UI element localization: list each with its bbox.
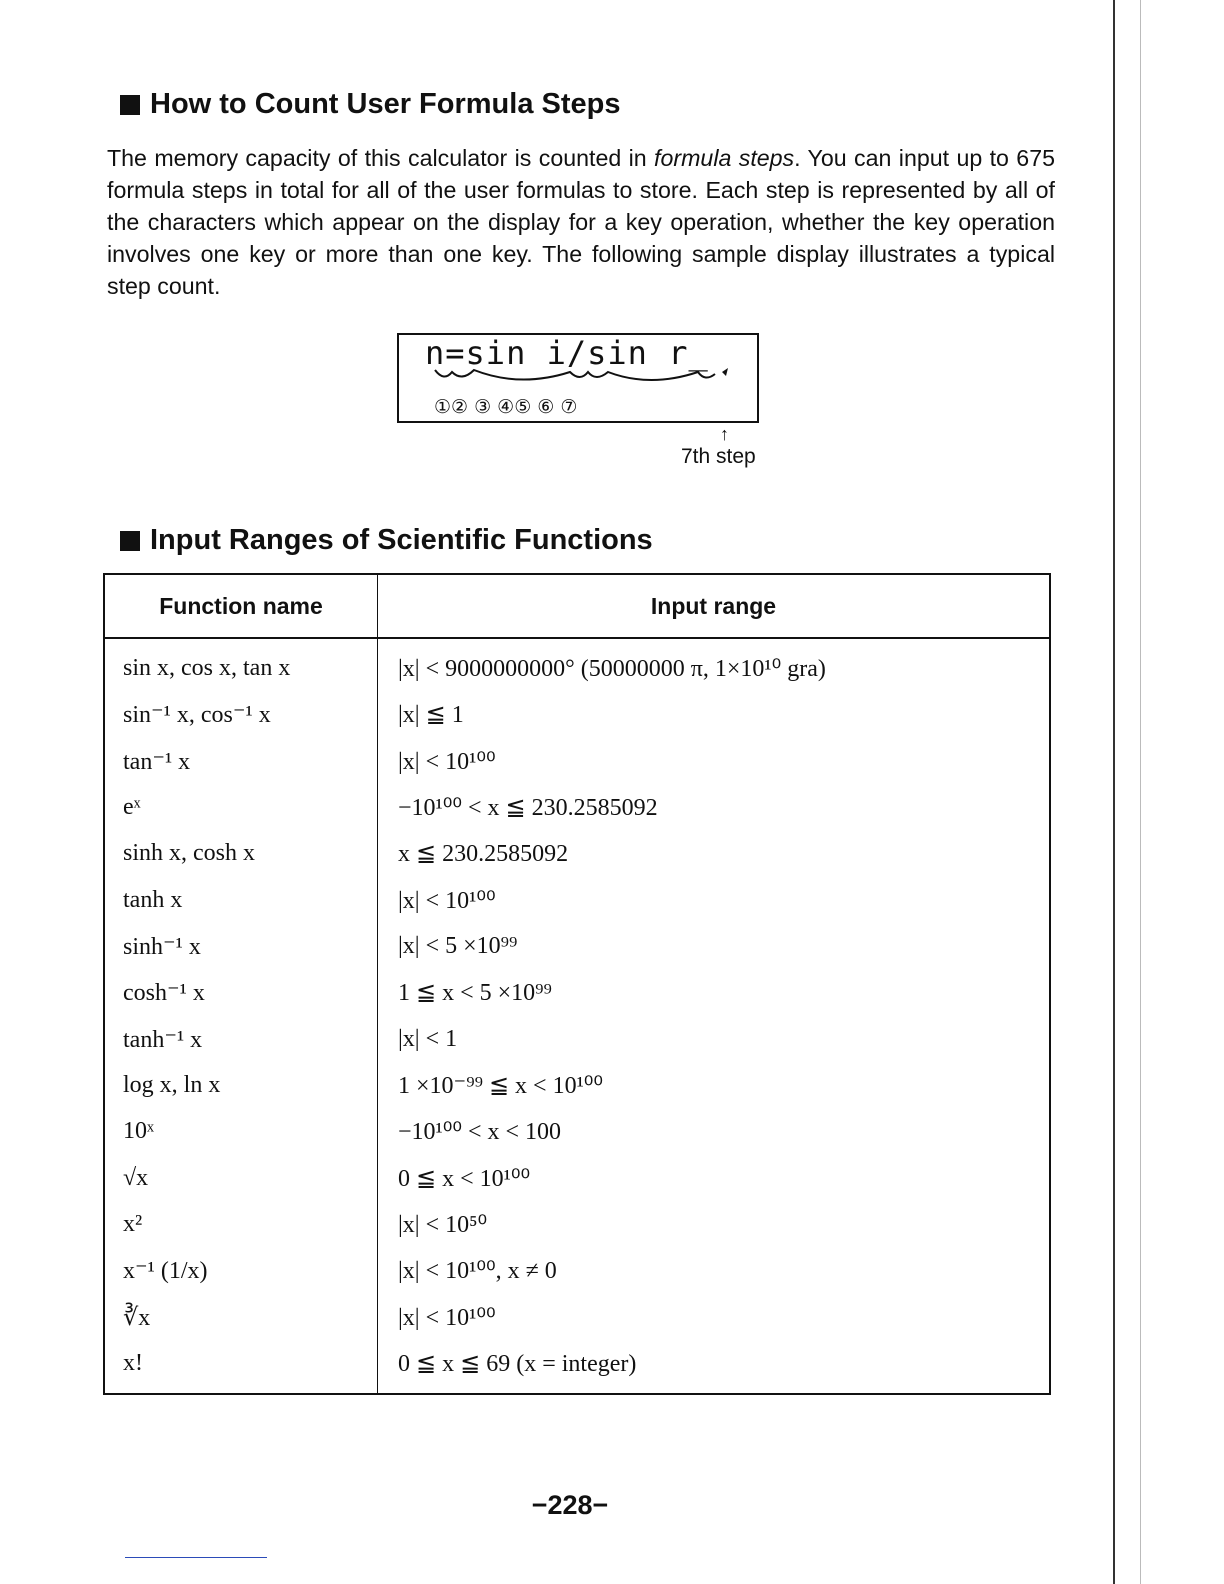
table-row — [104, 1016, 1050, 1062]
function-cell: sin x, cos x, tan x — [104, 645, 378, 691]
heading-text: How to Count User Formula Steps — [150, 88, 621, 120]
table-header-row — [104, 574, 1050, 638]
range-cell: x ≦ 230.2585092 — [398, 841, 569, 868]
table-row — [104, 784, 1050, 830]
table-row — [104, 1155, 1050, 1201]
table-row — [104, 1341, 1050, 1387]
up-arrow-icon: ↑ — [720, 424, 729, 444]
step-label: 7th step — [681, 445, 756, 468]
section-heading-input-ranges — [120, 524, 653, 557]
function-cell: x⁻¹ (1/x) — [104, 1248, 378, 1294]
table-row — [104, 1109, 1050, 1155]
table-row — [104, 1294, 1050, 1340]
range-cell: −10¹⁰⁰ < x < 100 — [398, 1119, 562, 1146]
range-cell: 0 ≦ x ≦ 69 (x = integer) — [398, 1351, 637, 1378]
heading-text: Input Ranges of Scientific Functions — [150, 524, 653, 556]
table-row — [104, 831, 1050, 877]
formula-steps-paragraph — [107, 142, 1055, 302]
function-cell: cosh⁻¹ x — [104, 970, 378, 1016]
header-function-name: Function name — [104, 574, 378, 638]
table-row — [104, 738, 1050, 784]
range-cell: |x| < 10¹⁰⁰ — [398, 748, 496, 775]
range-cell: |x| < 1 — [398, 1025, 458, 1052]
table-row — [104, 1248, 1050, 1294]
function-cell: x² — [104, 1201, 378, 1247]
table-row — [104, 645, 1050, 691]
function-cell: sinh⁻¹ x — [104, 923, 378, 969]
range-cell: |x| < 10¹⁰⁰, x ≠ 0 — [398, 1258, 557, 1285]
square-bullet-icon — [120, 95, 140, 115]
paragraph-emphasis: formula steps — [654, 145, 795, 171]
paragraph-text-2: . You can input up to 675 formula steps in total for all of the user formulas to store. Each step is represented by all of the characters which appear on the display for a key operation, whether the key operation involves one key or more than one key. The following sample display illustrates a typical step count. — [107, 145, 1055, 299]
page-number: −228− — [531, 1490, 609, 1520]
function-cell: log x, ln x — [104, 1062, 378, 1108]
range-cell: |x| < 9000000000° (50000000 π, 1×10¹⁰ gra) — [398, 655, 826, 682]
function-cell: sinh x, cosh x — [104, 831, 378, 877]
input-ranges-table — [103, 573, 1051, 1395]
function-cell: sin⁻¹ x, cos⁻¹ x — [104, 691, 378, 737]
sample-display-text: n=sin i/sin r_ — [425, 334, 709, 372]
function-cell: √x — [104, 1155, 378, 1201]
range-cell: |x| < 5 ×10⁹⁹ — [398, 932, 518, 959]
range-cell: 0 ≦ x < 10¹⁰⁰ — [398, 1165, 531, 1192]
paragraph-text-1: The memory capacity of this calculator is counted in — [107, 145, 655, 171]
function-cell: eˣ — [104, 784, 378, 830]
page-edge-line — [1113, 0, 1115, 1584]
range-cell: 1 ×10⁻⁹⁹ ≦ x < 10¹⁰⁰ — [398, 1073, 604, 1100]
step-markers: ①② ③ ④⑤ ⑥ ⑦ — [434, 396, 578, 418]
table-row — [104, 923, 1050, 969]
range-cell: |x| < 10⁵⁰ — [398, 1212, 488, 1239]
function-cell: ∛x — [104, 1294, 378, 1340]
header-input-range: Input range — [378, 574, 1051, 638]
footer-rule — [125, 1557, 267, 1558]
section-heading-formula-steps — [120, 88, 620, 121]
function-cell: 10ˣ — [104, 1109, 378, 1155]
function-cell: tanh x — [104, 877, 378, 923]
function-cell: x! — [104, 1341, 378, 1387]
function-cell: tan⁻¹ x — [104, 738, 378, 784]
square-bullet-icon — [120, 531, 140, 551]
table-row — [104, 1062, 1050, 1108]
table-row — [104, 1201, 1050, 1247]
table-row — [104, 691, 1050, 737]
page-edge-line-faint — [1140, 0, 1141, 1584]
range-cell: |x| ≦ 1 — [398, 702, 464, 729]
function-cell: tanh⁻¹ x — [104, 1016, 378, 1062]
range-cell: −10¹⁰⁰ < x ≦ 230.2585092 — [398, 794, 658, 821]
step-brace-curves — [430, 366, 740, 388]
range-cell: 1 ≦ x < 5 ×10⁹⁹ — [398, 980, 552, 1007]
range-cell: |x| < 10¹⁰⁰ — [398, 1304, 496, 1331]
table-row — [104, 970, 1050, 1016]
range-cell: |x| < 10¹⁰⁰ — [398, 887, 496, 914]
table-row — [104, 877, 1050, 923]
